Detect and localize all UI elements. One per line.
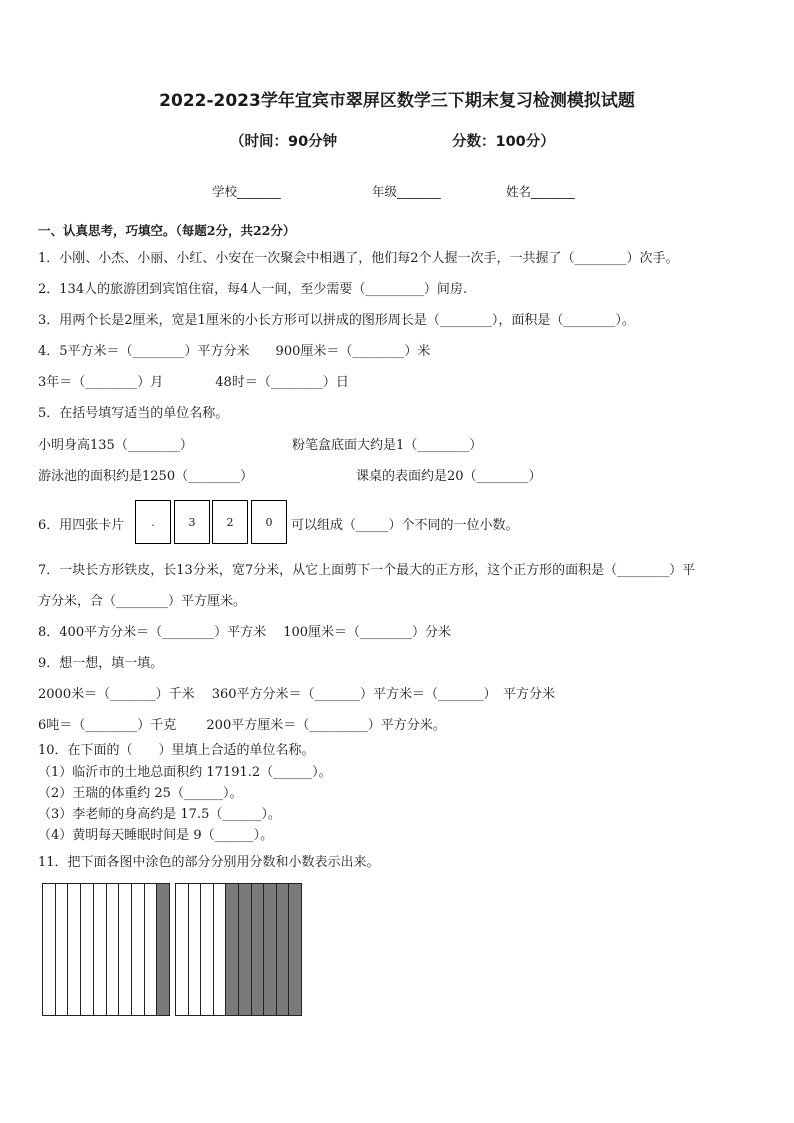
question-8: 8．400平方分米＝（________）平方米 100厘米＝（________）分米 — [38, 625, 452, 640]
blank-strip — [176, 884, 189, 1015]
question-7-line-2: 方分米，合（________）平方厘米。 — [38, 594, 247, 609]
question-9-line-1: 2000米＝（_______）千米 360平方分米＝（_______）平方米＝（_______） 平方分米 — [38, 687, 556, 702]
question-9-line-2: 6吨＝（________）千克 200平方厘米＝（_________）平方分米。 — [38, 718, 446, 733]
question-5-item-d: 课桌的表面约是20（________） — [356, 469, 542, 484]
question-10-item-4: （4）黄明每天睡眠时间是 9（______）。 — [38, 828, 274, 843]
question-9: 9．想一想，填一填。 — [38, 656, 164, 671]
question-5-item-b: 粉笔盒底面大约是1（________） — [292, 438, 483, 453]
question-10-item-3: （3）李老师的身高约是 17.5（______）。 — [38, 807, 281, 822]
blank-strip — [189, 884, 202, 1015]
shaded-strip — [277, 884, 290, 1015]
shaded-strip — [157, 884, 169, 1015]
question-3: 3．用两个长是2厘米，宽是1厘米的小长方形可以拼成的图形周长是（________），面积是（________）。 — [38, 313, 635, 328]
question-4-line-1: 4．5平方米＝（________）平方分米 900厘米＝（________）米 — [38, 344, 431, 359]
question-10: 10．在下面的（ ）里填上合适的单位名称。 — [38, 743, 315, 758]
blank-strip — [119, 884, 132, 1015]
blank-strip — [43, 884, 56, 1015]
blank-strip — [94, 884, 107, 1015]
question-5: 5．在括号填写适当的单位名称。 — [38, 406, 229, 421]
school-field: 学校_______ — [212, 184, 281, 199]
digit-card: 2 — [212, 500, 248, 544]
exam-subtitle — [230, 130, 555, 151]
blank-strip — [214, 884, 227, 1015]
digit-card: 3 — [174, 500, 210, 544]
question-5-item-a: 小明身高135（________） — [38, 438, 193, 453]
fraction-figure-2 — [175, 883, 302, 1016]
blank-strip — [201, 884, 214, 1015]
question-5-item-c: 游泳池的面积约是1250（________） — [38, 469, 254, 484]
shaded-strip — [252, 884, 265, 1015]
question-11: 11．把下面各图中涂色的部分分别用分数和小数表示出来。 — [38, 855, 380, 870]
exam-title: 2022-2023学年宜宾市翠屏区数学三下期末复习检测模拟试题 — [159, 91, 635, 111]
question-6-text: 可以组成（_____）个不同的一位小数。 — [291, 518, 519, 533]
question-10-item-2: （2）王瑞的体重约 25（______）。 — [38, 786, 243, 801]
blank-strip — [132, 884, 145, 1015]
question-10-item-1: （1）临沂市的土地总面积约 17191.2（______）。 — [38, 765, 332, 780]
blank-strip — [68, 884, 81, 1015]
digit-card: . — [135, 500, 171, 544]
question-1: 1．小刚、小杰、小丽、小红、小安在一次聚会中相遇了，他们每2个人握一次手，一共握了（________）次手。 — [38, 251, 679, 266]
section-heading: 一、认真思考，巧填空。（每题2分，共22分） — [38, 223, 296, 238]
digit-card: 0 — [251, 500, 287, 544]
question-2: 2．134人的旅游团到宾馆住宿，每4人一间，至少需要（_________）间房. — [38, 282, 467, 297]
shaded-strip — [226, 884, 239, 1015]
shaded-strip — [289, 884, 301, 1015]
blank-strip — [56, 884, 69, 1015]
blank-strip — [81, 884, 94, 1015]
shaded-strip — [264, 884, 277, 1015]
question-7-line-1: 7．一块长方形铁皮，长13分米，宽7分米，从它上面剪下一个最大的正方形，这个正方形的面积是（________）平 — [38, 563, 696, 578]
blank-strip — [107, 884, 120, 1015]
time-limit: （时间：90分钟 — [230, 134, 338, 150]
grade-field: 年级_______ — [372, 184, 441, 199]
total-score: 分数：100分） — [452, 134, 555, 150]
fraction-figure-1 — [42, 883, 170, 1016]
question-6-label: 6．用四张卡片 — [38, 518, 125, 533]
shaded-strip — [239, 884, 252, 1015]
name-field: 姓名_______ — [506, 184, 575, 199]
question-4-line-2: 3年＝（________）月 48时＝（________）日 — [38, 375, 349, 390]
blank-strip — [145, 884, 158, 1015]
